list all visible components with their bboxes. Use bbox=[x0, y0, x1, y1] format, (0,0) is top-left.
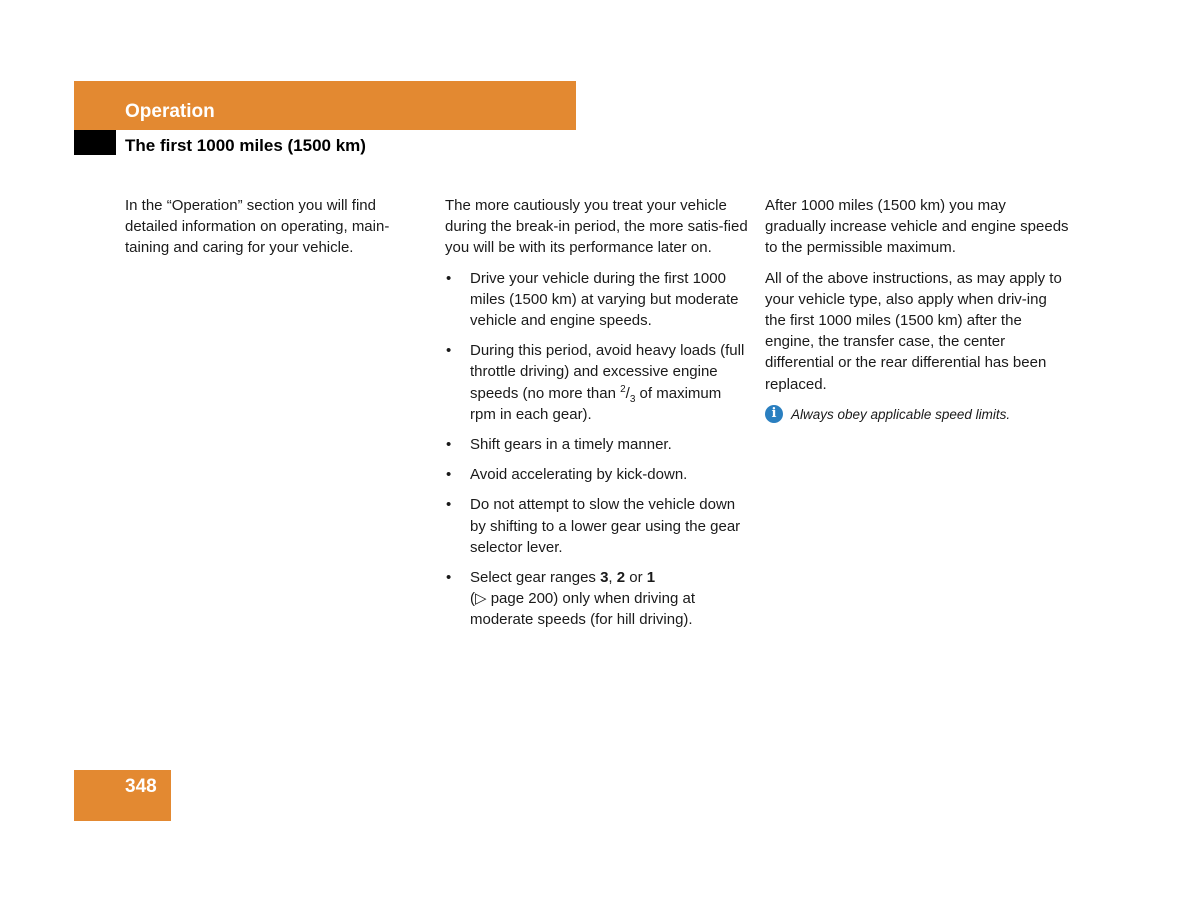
bullet-icon: • bbox=[446, 342, 452, 360]
gear-range-text: Select gear ranges bbox=[470, 569, 601, 587]
intro-paragraph: In the “Operation” section you will find detailed information on operating, main-taining and caring for your vehicle. bbox=[125, 197, 390, 257]
after-break-in-paragraph: After 1000 miles (1500 km) you may gradually increase vehicle and engine speeds to the permissible maximum. bbox=[765, 197, 1069, 257]
list-item-text bbox=[470, 342, 744, 423]
list-item bbox=[445, 268, 750, 332]
list-item-text-start: During this period, avoid heavy loads (full throttle driving) and excessive engine speeds (no more than bbox=[470, 342, 745, 402]
section-marker bbox=[74, 130, 116, 155]
list-item-text-end: of maximum rpm in each gear). bbox=[470, 384, 722, 423]
bullet-icon: • bbox=[446, 496, 452, 514]
break-in-list bbox=[445, 268, 750, 631]
section-title: Operation bbox=[125, 101, 215, 122]
gear-separator: or bbox=[625, 569, 647, 587]
column-2 bbox=[445, 195, 750, 640]
column-3 bbox=[765, 195, 1070, 425]
fraction-denominator: 3 bbox=[629, 393, 636, 405]
list-item-text: Shift gears in a timely manner. bbox=[470, 436, 672, 454]
page-number: 348 bbox=[125, 776, 157, 797]
list-item bbox=[445, 340, 750, 425]
info-note bbox=[765, 404, 1070, 425]
list-item-text: Avoid accelerating by kick-down. bbox=[470, 466, 688, 484]
list-item-text: Do not attempt to slow the vehicle down by shifting to a lower gear using the gear selector lever. bbox=[470, 496, 741, 556]
bullet-icon: • bbox=[446, 269, 452, 287]
bullet-icon: • bbox=[446, 436, 452, 454]
page-reference-text: (▷ page 200) only when driving at moderate speeds (for hill driving). bbox=[470, 590, 695, 629]
list-item bbox=[445, 494, 750, 558]
info-icon: i bbox=[765, 405, 783, 423]
applicability-paragraph: All of the above instructions, as may apply to your vehicle type, also apply when driv-ing the first 1000 miles (1500 km) after the engine, the transfer case, the center differential or the rear differential has been replaced. bbox=[765, 269, 1062, 393]
bullet-icon: • bbox=[446, 569, 452, 587]
page-subtitle: The first 1000 miles (1500 km) bbox=[125, 136, 366, 155]
fraction-slash: / bbox=[625, 384, 630, 402]
info-note-text: Always obey applicable speed limits. bbox=[791, 406, 1011, 422]
list-item bbox=[445, 464, 750, 485]
bullet-icon: • bbox=[446, 466, 452, 484]
list-item bbox=[445, 567, 750, 631]
gear-separator: , bbox=[608, 569, 617, 587]
list-item bbox=[445, 434, 750, 455]
gear-2: 2 bbox=[616, 569, 626, 587]
list-item-text bbox=[470, 569, 695, 628]
list-item-text: Drive your vehicle during the first 1000 miles (1500 km) at varying but moderate vehicle and engine speeds. bbox=[470, 269, 739, 330]
gear-1: 1 bbox=[646, 569, 656, 587]
fraction-numerator: 2 bbox=[620, 383, 626, 395]
break-in-intro: The more cautiously you treat your vehicle during the break-in period, the more satis-fied you will be with its performance later on. bbox=[445, 197, 748, 257]
column-1 bbox=[125, 195, 415, 268]
gear-3: 3 bbox=[600, 569, 609, 587]
